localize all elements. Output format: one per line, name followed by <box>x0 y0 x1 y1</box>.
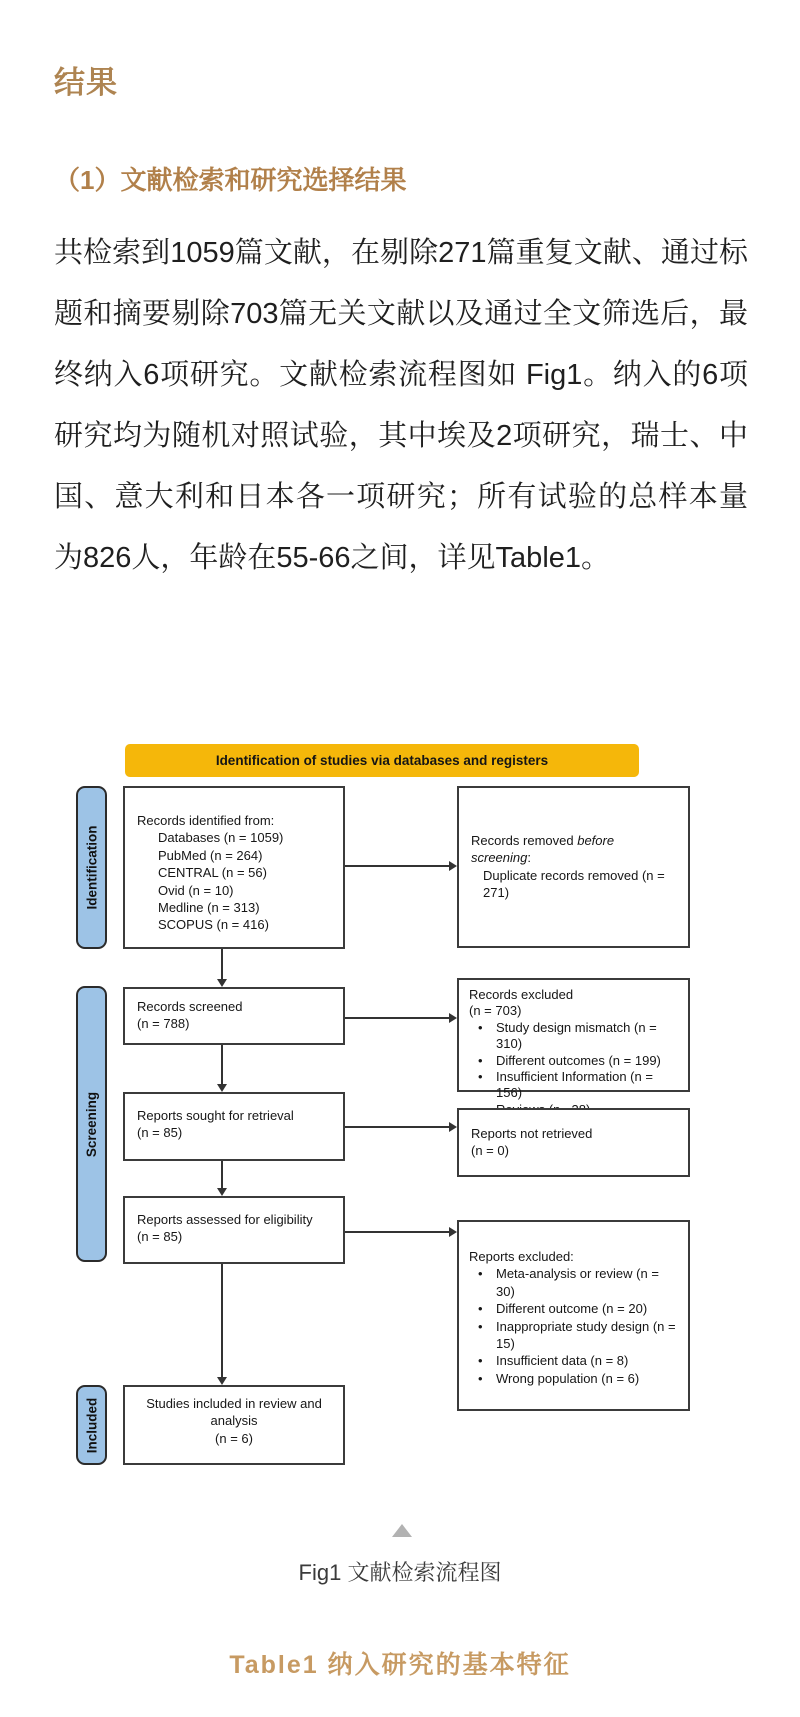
reports-excluded-bullet <box>469 1352 678 1369</box>
bullet-icon: • <box>478 1353 483 1369</box>
box-records-removed <box>457 786 690 948</box>
reports-assessed-title: Reports assessed for eligibility <box>137 1212 313 1227</box>
diagram-banner: Identification of studies via databases and registers <box>125 744 639 777</box>
arrow-shaft <box>221 949 223 979</box>
prisma-flow-diagram <box>0 680 800 1542</box>
stage-label-identification-text: Identification <box>84 825 99 910</box>
bullet-icon: • <box>478 1301 483 1317</box>
studies-included-count: (n = 6) <box>215 1430 253 1446</box>
arrow-right-screened-to-excluded <box>345 1013 457 1023</box>
box-reports-excluded <box>457 1220 690 1411</box>
stage-label-identification <box>76 786 107 949</box>
records-excluded-bullet-text: Study design mismatch (n = 310) <box>496 1019 657 1052</box>
reports-excluded-title: Reports excluded: <box>469 1249 574 1264</box>
arrow-shaft <box>345 1017 449 1019</box>
records-identified-databases: Databases (n = 1059) <box>158 830 284 846</box>
records-removed-detail: Duplicate records removed (n = 271) <box>483 867 665 901</box>
reports-excluded-bullet-text: Meta-analysis or review (n = 30) <box>496 1266 659 1299</box>
records-screened-title: Records screened <box>137 999 243 1014</box>
records-identified-central: CENTRAL (n = 56) <box>158 865 267 881</box>
reports-assessed-count: (n = 85) <box>137 1229 183 1245</box>
records-removed-title-italic: before screening <box>471 833 615 866</box>
arrow-shaft <box>345 1126 449 1128</box>
records-identified-scopus: SCOPUS (n = 416) <box>158 917 269 933</box>
reports-excluded-bullet-text: Insufficient data (n = 8) <box>496 1353 629 1369</box>
records-removed-title-text: Records removed <box>471 833 578 848</box>
records-removed-title <box>471 832 676 867</box>
records-screened-count: (n = 788) <box>137 1016 190 1032</box>
records-excluded-bullet <box>469 1020 678 1053</box>
arrow-shaft <box>221 1045 223 1084</box>
arrow-head-down-icon <box>217 1377 227 1385</box>
records-excluded-bullet-text: Different outcomes (n = 199) <box>496 1052 661 1068</box>
reports-sought-count: (n = 85) <box>137 1125 183 1141</box>
arrow-down-screened-to-sought <box>217 1045 227 1092</box>
records-identified-pubmed: PubMed (n = 264) <box>158 847 263 863</box>
arrow-right-assessed-to-excluded <box>345 1227 457 1237</box>
arrow-head-down-icon <box>217 1188 227 1196</box>
records-excluded-bullet <box>469 1069 678 1102</box>
records-excluded-bullet-text: Insufficient Information (n = 156) <box>496 1069 653 1101</box>
studies-included-line1: Studies included in review and <box>146 1396 322 1411</box>
arrow-down-sought-to-assessed <box>217 1161 227 1196</box>
reports-excluded-bullet <box>469 1300 678 1317</box>
box-records-identified <box>123 786 345 949</box>
table-caption: Table1 纳入研究的基本特征 <box>229 1651 571 1679</box>
reports-excluded-bullet <box>469 1265 678 1300</box>
box-studies-included <box>123 1385 345 1465</box>
reports-excluded-bullet <box>469 1370 678 1387</box>
figure-caption: Fig1 文献检索流程图 <box>298 1560 502 1585</box>
subsection-title: （1）文献检索和研究选择结果 <box>54 164 407 195</box>
records-excluded-title: Records excluded <box>469 987 574 1002</box>
arrow-head-down-icon <box>217 1084 227 1092</box>
reports-not-retrieved-count: (n = 0) <box>471 1143 509 1159</box>
arrow-shaft <box>345 1231 449 1233</box>
arrow-shaft <box>221 1264 223 1377</box>
records-removed-title-colon: : <box>527 850 531 866</box>
triangle-up-icon <box>392 1524 412 1537</box>
records-excluded-bullet <box>469 1053 678 1069</box>
section-title: 结果 <box>54 64 118 100</box>
bullet-icon: • <box>478 1266 483 1282</box>
records-excluded-count: (n = 703) <box>469 1003 522 1019</box>
records-identified-medline: Medline (n = 313) <box>158 900 260 916</box>
box-records-excluded <box>457 978 690 1101</box>
bullet-icon: • <box>478 1019 483 1035</box>
studies-included-line2: analysis <box>210 1413 258 1429</box>
records-identified-title: Records identified from: <box>137 813 275 828</box>
records-identified-ovid: Ovid (n = 10) <box>158 882 234 898</box>
reports-excluded-bullet-text: Different outcome (n = 20) <box>496 1301 648 1317</box>
bullet-icon: • <box>478 1370 483 1386</box>
arrow-head-right-icon <box>449 1013 457 1023</box>
bullet-icon: • <box>478 1318 483 1334</box>
arrow-head-down-icon <box>217 979 227 987</box>
arrow-down-assessed-to-included <box>217 1264 227 1385</box>
arrow-down-identified-to-screened <box>217 949 227 987</box>
bullet-icon: • <box>478 1069 483 1085</box>
stage-label-screening <box>76 986 107 1262</box>
stage-label-included-text: Included <box>84 1397 100 1453</box>
body-paragraph: 共检索到1059篇文献，在剔除271篇重复文献、通过标题和摘要剔除703篇无关文献以及通过全文筛选后，最终纳入6项研究。文献检索流程图如 Fig1。纳入的6项研究均为随机对照试验，其中埃及2项研究，瑞士、中国、意大利和日本各一项研究；所有试验的总样本量为826人，年龄在55-66之间，详见Table1。 <box>54 237 748 574</box>
stage-label-screening-text: Screening <box>84 1091 99 1157</box>
arrow-head-right-icon <box>449 1227 457 1237</box>
box-reports-assessed <box>123 1196 345 1264</box>
bullet-icon: • <box>478 1052 483 1068</box>
arrow-head-right-icon <box>449 861 457 871</box>
arrow-shaft <box>221 1161 223 1188</box>
arrow-shaft <box>345 865 449 867</box>
box-reports-sought <box>123 1092 345 1161</box>
arrow-right-sought-to-not-retrieved <box>345 1122 457 1132</box>
box-records-screened <box>123 987 345 1045</box>
reports-excluded-bullet <box>469 1318 678 1353</box>
reports-excluded-bullet-text: Wrong population (n = 6) <box>496 1370 640 1386</box>
reports-excluded-bullet-text: Inappropriate study design (n = 15) <box>496 1318 676 1352</box>
reports-sought-title: Reports sought for retrieval <box>137 1108 294 1123</box>
arrow-head-right-icon <box>449 1122 457 1132</box>
box-reports-not-retrieved <box>457 1108 690 1177</box>
reports-not-retrieved-title: Reports not retrieved <box>471 1126 593 1141</box>
stage-label-included <box>76 1385 107 1465</box>
arrow-right-identified-to-removed <box>345 861 457 871</box>
